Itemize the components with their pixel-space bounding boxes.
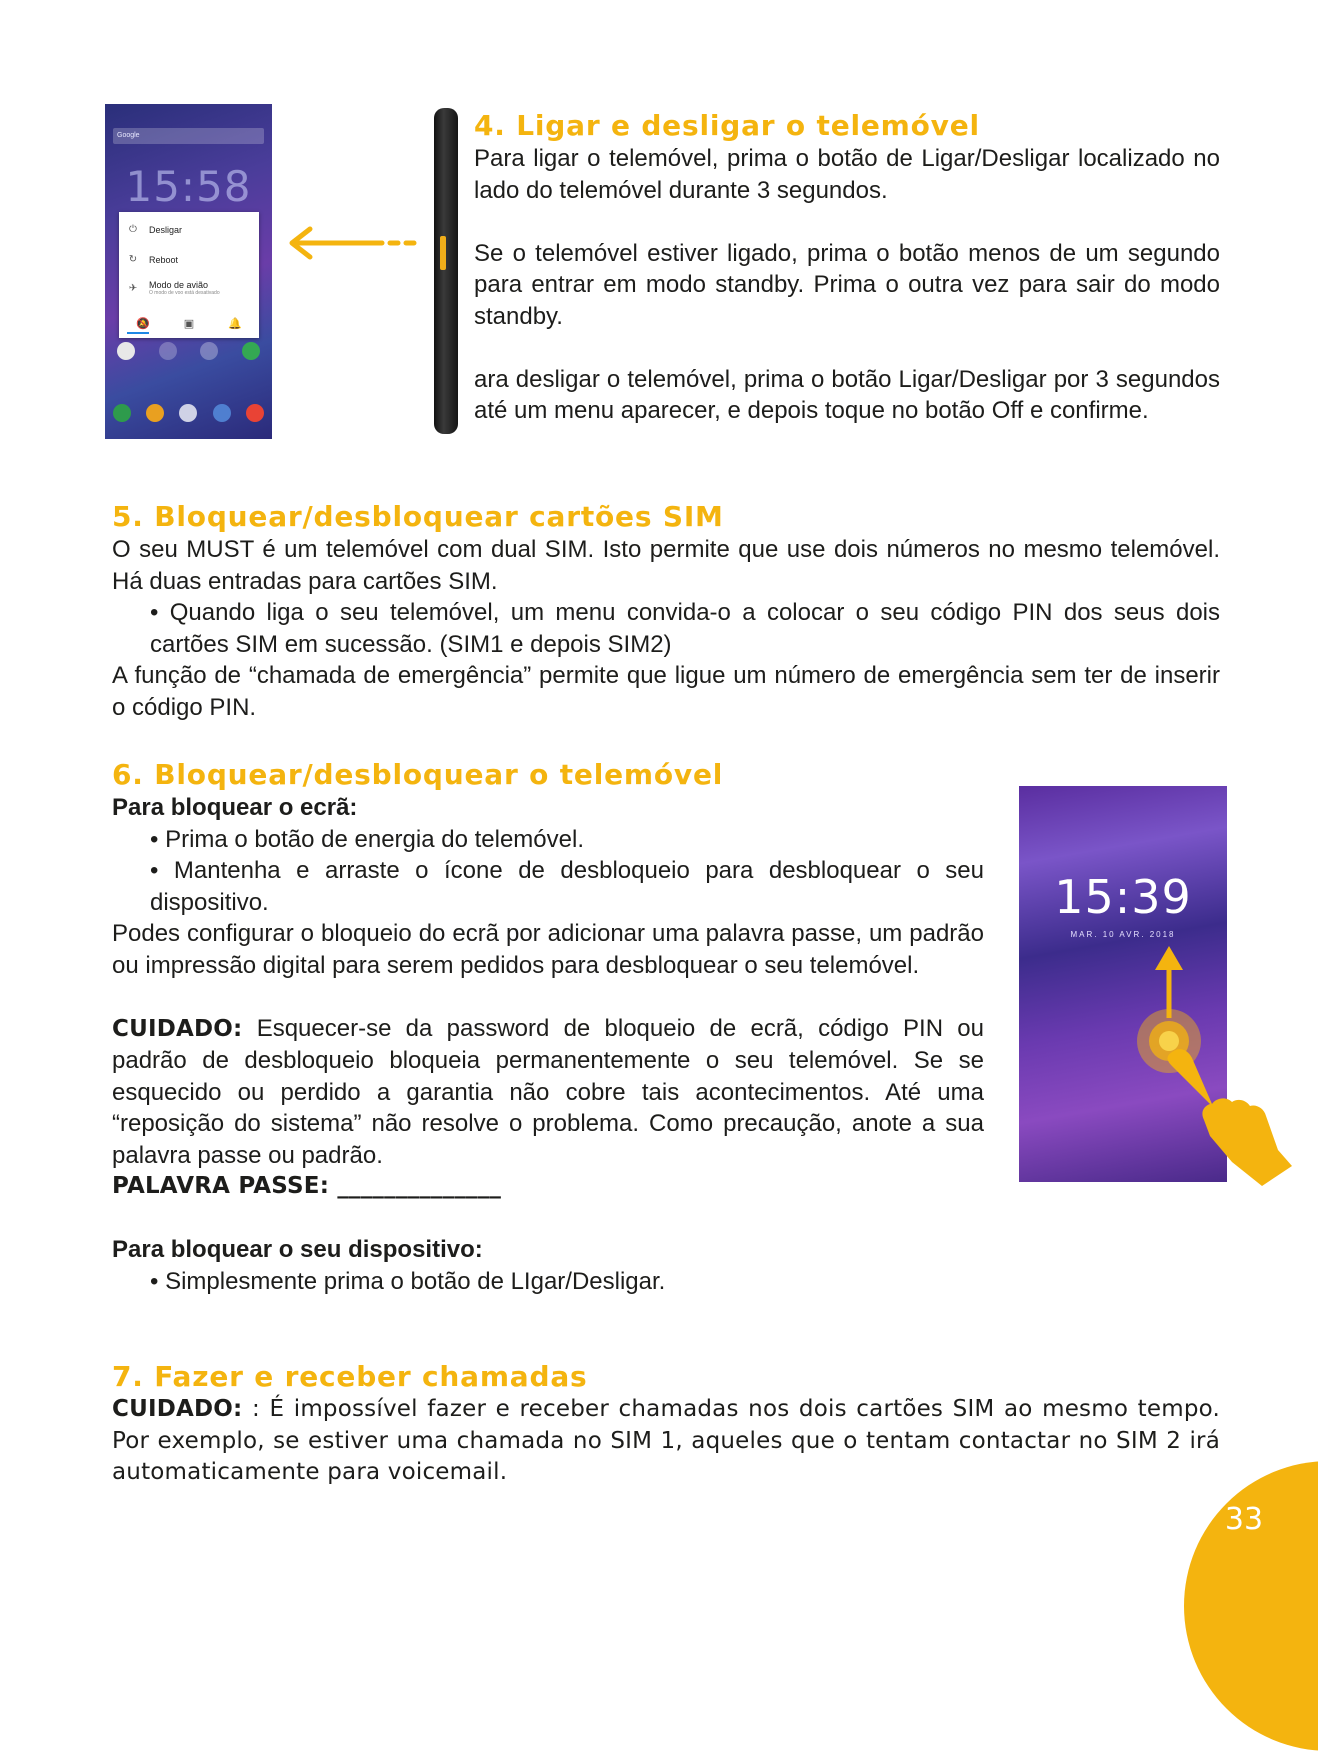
sound-mode-row [119, 317, 259, 330]
phone-power-menu-image [105, 104, 272, 439]
menu-item-label: Reboot [149, 254, 179, 265]
power-icon: ⏻ [129, 224, 137, 235]
vibrate-icon: ▣ [183, 318, 195, 330]
bullet-item: • Mantenha e arraste o ícone de desbloqueio para desbloquear o seu dispositivo. [150, 857, 984, 916]
contacts-app-icon [146, 404, 164, 422]
section-7-body [112, 1394, 1220, 1489]
menu-item-power-off [127, 224, 182, 235]
bullet-item: • Quando liga o seu telemóvel, um menu convida-o a colocar o seu código PIN dos seus dois cartões SIM em sucessão. (SIM1 e depois SIM2) [150, 599, 1220, 658]
app-row [105, 342, 272, 360]
dock-row [105, 404, 272, 422]
caution-label: CUIDADO: [112, 1396, 243, 1422]
section-5-body [112, 534, 1220, 723]
airplane-icon: ✈ [128, 282, 138, 294]
section-4-title: 4. Ligar e desligar o telemóvel [474, 109, 980, 142]
section-6-title: 6. Bloquear/desbloquear o telemóvel [112, 758, 724, 791]
app-icon [159, 342, 177, 360]
subheading: Para bloquear o ecrã: [112, 794, 358, 821]
password-line: PALAVRA PASSE: ______________ [112, 1173, 502, 1199]
finger-icon [1150, 1040, 1300, 1190]
app-icon [200, 342, 218, 360]
paragraph: Para ligar o telemóvel, prima o botão de Ligar/Desligar localizado no lado do telemóvel durante 3 segundos. [474, 145, 1220, 204]
menu-item-sublabel: O modo de voo está desativado [149, 290, 220, 296]
caution-text: : É impossível fazer e receber chamadas nos dois cartões SIM ao mesmo tempo. Por exemplo, se estiver uma chamada no SIM 1, aqueles que o tentam contactar no SIM 2 irá automaticamente para voicemail. [112, 1396, 1220, 1485]
phone-clock: 15:58 [125, 162, 252, 211]
chrome-app-icon [246, 404, 264, 422]
selected-mode-indicator [127, 332, 149, 334]
google-app-icon [117, 342, 135, 360]
apps-drawer-icon [179, 404, 197, 422]
bell-icon: 🔔 [228, 318, 242, 330]
play-store-icon [242, 342, 260, 360]
caution-label: CUIDADO: [112, 1015, 243, 1042]
messages-app-icon [213, 404, 231, 422]
search-bar: Google [113, 128, 264, 144]
paragraph: ara desligar o telemóvel, prima o botão Ligar/Desligar por 3 segundos até um menu aparecer, e depois toque no botão Off e confirme. [474, 365, 1220, 424]
phone-app-icon [113, 404, 131, 422]
menu-item-label: Desligar [149, 224, 183, 235]
page-number: 33 [1224, 1502, 1264, 1537]
power-button [440, 236, 446, 270]
lock-clock: 15:39 [1054, 870, 1192, 924]
section-5-title: 5. Bloquear/desbloquear cartões SIM [112, 500, 724, 533]
mute-icon: 🔕 [136, 318, 150, 330]
paragraph: Se o telemóvel estiver ligado, prima o botão menos de um segundo para entrar em modo standby. Prima o outra vez para sair do modo standby. [474, 239, 1220, 330]
caution-paragraph [112, 1013, 984, 1172]
section-6-body [112, 792, 984, 1297]
power-menu [119, 212, 259, 338]
arrow-left-icon [286, 224, 418, 262]
menu-item-reboot [127, 254, 178, 265]
phone-side-view-image [434, 108, 458, 434]
bullet-item: • Simplesmente prima o botão de LIgar/Desligar. [150, 1267, 666, 1295]
section-7-title: 7. Fazer e receber chamadas [112, 1360, 588, 1393]
bullet-item: • Prima o botão de energia do telemóvel. [150, 825, 584, 853]
lock-date: MAR. 10 AVR. 2018 [1070, 930, 1176, 939]
caution-text: Esquecer-se da password de bloqueio de ecrã, código PIN ou padrão de desbloqueio bloqueia permanentemente o seu telemóvel. Se se esquecido ou perdido a garantia não cobre tais acontecimentos. Até uma “reposição do sistema” não resolve o problema. Como precaução, anote a sua palavra passe ou padrão. [112, 1014, 984, 1169]
paragraph: Podes configurar o bloqueio do ecrã por adicionar uma palavra passe, um padrão ou impressão digital para serem pedidos para desbloquear o seu telemóvel. [112, 920, 984, 979]
menu-item-airplane [127, 280, 220, 296]
paragraph: O seu MUST é um telemóvel com dual SIM. Isto permite que use dois números no mesmo telemóvel. Há duas entradas para cartões SIM. [112, 536, 1220, 595]
reboot-icon: ↻ [128, 254, 138, 265]
caution-paragraph [112, 1394, 1220, 1489]
menu-item-label: Modo de avião [149, 280, 209, 290]
paragraph: A função de “chamada de emergência” permite que ligue um número de emergência sem ter de inserir o código PIN. [112, 662, 1220, 721]
section-4-body [474, 143, 1220, 427]
subheading: Para bloquear o seu dispositivo: [112, 1236, 483, 1263]
